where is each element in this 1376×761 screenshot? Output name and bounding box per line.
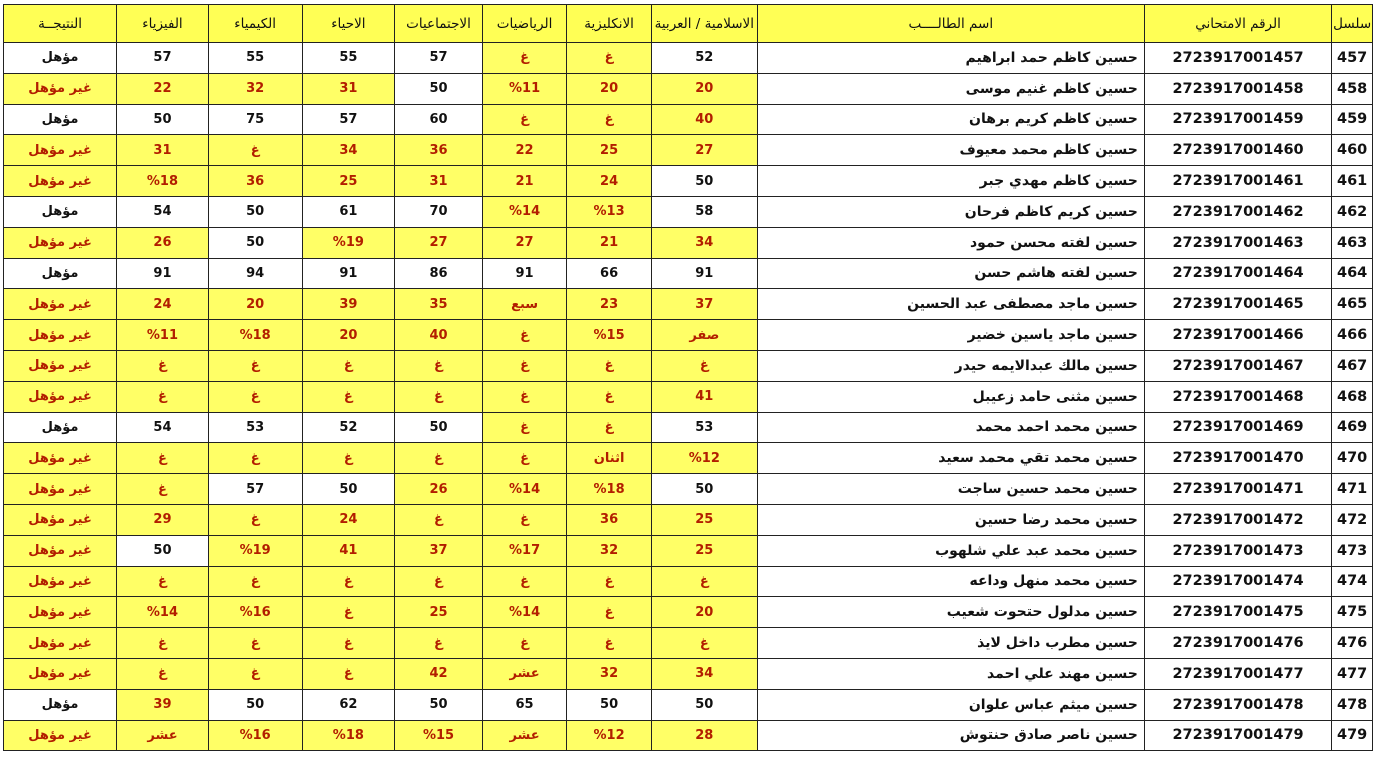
- score-biology: غ: [302, 658, 395, 689]
- score-chemistry: 20: [208, 289, 302, 320]
- exam-number-cell: 2723917001467: [1144, 350, 1331, 381]
- score-physics: غ: [117, 350, 209, 381]
- score-math: غ: [482, 628, 567, 659]
- exam-number-cell: 2723917001464: [1144, 258, 1331, 289]
- result-cell: مؤهل: [4, 43, 117, 74]
- student-name-cell: حسين كاظم غنيم موسى: [757, 73, 1144, 104]
- result-cell: غير مؤهل: [4, 381, 117, 412]
- score-math: %14: [482, 597, 567, 628]
- score-english: غ: [567, 350, 652, 381]
- serial-cell: 457: [1332, 43, 1373, 74]
- score-chemistry: غ: [208, 628, 302, 659]
- score-social: 50: [395, 73, 483, 104]
- score-chemistry: 53: [208, 412, 302, 443]
- exam-number-cell: 2723917001465: [1144, 289, 1331, 320]
- serial-cell: 477: [1332, 658, 1373, 689]
- exam-number-cell: 2723917001476: [1144, 628, 1331, 659]
- serial-cell: 469: [1332, 412, 1373, 443]
- score-islamic-arabic: 20: [651, 597, 757, 628]
- score-english: 24: [567, 166, 652, 197]
- result-cell: غير مؤهل: [4, 73, 117, 104]
- score-math: غ: [482, 412, 567, 443]
- score-social: غ: [395, 504, 483, 535]
- table-row: [4, 166, 1373, 197]
- score-physics: غ: [117, 443, 209, 474]
- result-cell: مؤهل: [4, 258, 117, 289]
- student-name-cell: حسين مدلول حتحوت شعيب: [757, 597, 1144, 628]
- score-english: اثنان: [567, 443, 652, 474]
- result-cell: غير مؤهل: [4, 320, 117, 351]
- result-cell: مؤهل: [4, 412, 117, 443]
- score-english: غ: [567, 597, 652, 628]
- score-islamic-arabic: 50: [651, 166, 757, 197]
- result-cell: غير مؤهل: [4, 227, 117, 258]
- student-name-cell: حسين محمد احمد محمد: [757, 412, 1144, 443]
- serial-cell: 466: [1332, 320, 1373, 351]
- student-name-cell: حسين لفته محسن حمود: [757, 227, 1144, 258]
- score-islamic-arabic: 53: [651, 412, 757, 443]
- score-english: %15: [567, 320, 652, 351]
- score-islamic-arabic: 50: [651, 474, 757, 505]
- result-cell: غير مؤهل: [4, 504, 117, 535]
- score-islamic-arabic: 25: [651, 535, 757, 566]
- exam-number-cell: 2723917001468: [1144, 381, 1331, 412]
- score-islamic-arabic: 41: [651, 381, 757, 412]
- table-row: [4, 43, 1373, 74]
- score-physics: 26: [117, 227, 209, 258]
- score-chemistry: 75: [208, 104, 302, 135]
- student-name-cell: حسين محمد عبد علي شلهوب: [757, 535, 1144, 566]
- score-math: %17: [482, 535, 567, 566]
- serial-cell: 473: [1332, 535, 1373, 566]
- result-cell: غير مؤهل: [4, 443, 117, 474]
- score-biology: غ: [302, 350, 395, 381]
- score-english: %12: [567, 720, 652, 751]
- score-math: %14: [482, 474, 567, 505]
- score-chemistry: غ: [208, 350, 302, 381]
- score-english: 20: [567, 73, 652, 104]
- score-islamic-arabic: غ: [651, 566, 757, 597]
- score-english: غ: [567, 412, 652, 443]
- score-chemistry: غ: [208, 381, 302, 412]
- table-row: [4, 597, 1373, 628]
- serial-cell: 472: [1332, 504, 1373, 535]
- exam-number-cell: 2723917001458: [1144, 73, 1331, 104]
- score-english: 21: [567, 227, 652, 258]
- score-biology: 61: [302, 196, 395, 227]
- serial-cell: 478: [1332, 689, 1373, 720]
- table-row: [4, 258, 1373, 289]
- score-social: 26: [395, 474, 483, 505]
- score-chemistry: 36: [208, 166, 302, 197]
- result-cell: غير مؤهل: [4, 350, 117, 381]
- student-name-cell: حسين ماجد ياسين خضير: [757, 320, 1144, 351]
- table-row: [4, 628, 1373, 659]
- exam-number-cell: 2723917001472: [1144, 504, 1331, 535]
- serial-cell: 459: [1332, 104, 1373, 135]
- score-islamic-arabic: 40: [651, 104, 757, 135]
- serial-cell: 467: [1332, 350, 1373, 381]
- result-cell: غير مؤهل: [4, 166, 117, 197]
- score-math: سبع: [482, 289, 567, 320]
- exam-number-cell: 2723917001469: [1144, 412, 1331, 443]
- score-biology: 20: [302, 320, 395, 351]
- score-physics: عشر: [117, 720, 209, 751]
- score-english: غ: [567, 104, 652, 135]
- score-biology: غ: [302, 566, 395, 597]
- score-biology: 62: [302, 689, 395, 720]
- score-social: 42: [395, 658, 483, 689]
- table-row: [4, 73, 1373, 104]
- score-social: %15: [395, 720, 483, 751]
- score-math: غ: [482, 320, 567, 351]
- exam-number-cell: 2723917001477: [1144, 658, 1331, 689]
- score-biology: 41: [302, 535, 395, 566]
- score-physics: 31: [117, 135, 209, 166]
- score-physics: 57: [117, 43, 209, 74]
- score-social: 40: [395, 320, 483, 351]
- score-islamic-arabic: 34: [651, 227, 757, 258]
- table-row: [4, 196, 1373, 227]
- score-social: غ: [395, 350, 483, 381]
- table-row: [4, 658, 1373, 689]
- student-name-cell: حسين ميثم عباس علوان: [757, 689, 1144, 720]
- score-islamic-arabic: %12: [651, 443, 757, 474]
- score-biology: 39: [302, 289, 395, 320]
- score-english: 50: [567, 689, 652, 720]
- score-math: 22: [482, 135, 567, 166]
- score-islamic-arabic: 37: [651, 289, 757, 320]
- score-physics: 22: [117, 73, 209, 104]
- student-name-cell: حسين ماجد مصطفى عبد الحسين: [757, 289, 1144, 320]
- serial-cell: 468: [1332, 381, 1373, 412]
- student-name-cell: حسين كريم كاظم فرحان: [757, 196, 1144, 227]
- score-math: 65: [482, 689, 567, 720]
- score-math: غ: [482, 381, 567, 412]
- score-math: غ: [482, 504, 567, 535]
- score-math: عشر: [482, 658, 567, 689]
- result-cell: غير مؤهل: [4, 535, 117, 566]
- score-biology: 55: [302, 43, 395, 74]
- score-math: %11: [482, 73, 567, 104]
- result-cell: مؤهل: [4, 104, 117, 135]
- exam-number-cell: 2723917001461: [1144, 166, 1331, 197]
- exam-number-cell: 2723917001457: [1144, 43, 1331, 74]
- serial-cell: 460: [1332, 135, 1373, 166]
- result-cell: غير مؤهل: [4, 474, 117, 505]
- table-row: [4, 227, 1373, 258]
- score-social: 50: [395, 689, 483, 720]
- table-row: [4, 566, 1373, 597]
- table-row: [4, 289, 1373, 320]
- score-chemistry: %16: [208, 597, 302, 628]
- score-math: 21: [482, 166, 567, 197]
- score-chemistry: 94: [208, 258, 302, 289]
- score-english: 32: [567, 658, 652, 689]
- exam-number-cell: 2723917001478: [1144, 689, 1331, 720]
- score-physics: غ: [117, 381, 209, 412]
- score-biology: %19: [302, 227, 395, 258]
- score-biology: 34: [302, 135, 395, 166]
- header-row: [4, 5, 1373, 43]
- score-chemistry: 55: [208, 43, 302, 74]
- score-social: 86: [395, 258, 483, 289]
- header-serial: سلسل: [1332, 5, 1373, 43]
- serial-cell: 465: [1332, 289, 1373, 320]
- exam-number-cell: 2723917001474: [1144, 566, 1331, 597]
- score-biology: %18: [302, 720, 395, 751]
- score-physics: غ: [117, 566, 209, 597]
- exam-number-cell: 2723917001459: [1144, 104, 1331, 135]
- score-islamic-arabic: غ: [651, 628, 757, 659]
- table-row: [4, 135, 1373, 166]
- result-cell: غير مؤهل: [4, 135, 117, 166]
- score-physics: غ: [117, 628, 209, 659]
- student-name-cell: حسين كاظم محمد معيوف: [757, 135, 1144, 166]
- header-math: الرياضيات: [482, 5, 567, 43]
- student-name-cell: حسين محمد منهل وداعه: [757, 566, 1144, 597]
- serial-cell: 476: [1332, 628, 1373, 659]
- score-chemistry: غ: [208, 566, 302, 597]
- score-english: غ: [567, 381, 652, 412]
- score-math: غ: [482, 443, 567, 474]
- score-math: 27: [482, 227, 567, 258]
- result-cell: غير مؤهل: [4, 658, 117, 689]
- result-cell: مؤهل: [4, 689, 117, 720]
- score-english: 36: [567, 504, 652, 535]
- student-name-cell: حسين مالك عبدالايمه حيدر: [757, 350, 1144, 381]
- score-islamic-arabic: 20: [651, 73, 757, 104]
- serial-cell: 464: [1332, 258, 1373, 289]
- student-name-cell: حسين ناصر صادق حنتوش: [757, 720, 1144, 751]
- serial-cell: 458: [1332, 73, 1373, 104]
- score-islamic-arabic: 28: [651, 720, 757, 751]
- score-physics: 91: [117, 258, 209, 289]
- score-biology: 52: [302, 412, 395, 443]
- table-row: [4, 689, 1373, 720]
- score-english: 32: [567, 535, 652, 566]
- serial-cell: 463: [1332, 227, 1373, 258]
- score-islamic-arabic: صفر: [651, 320, 757, 351]
- table-row: [4, 350, 1373, 381]
- score-math: عشر: [482, 720, 567, 751]
- score-islamic-arabic: 52: [651, 43, 757, 74]
- result-cell: غير مؤهل: [4, 720, 117, 751]
- score-chemistry: غ: [208, 135, 302, 166]
- score-english: 66: [567, 258, 652, 289]
- table-row: [4, 535, 1373, 566]
- result-cell: غير مؤهل: [4, 566, 117, 597]
- header-name: اسم الطالــــب: [757, 5, 1144, 43]
- score-english: غ: [567, 566, 652, 597]
- result-cell: غير مؤهل: [4, 597, 117, 628]
- score-social: غ: [395, 381, 483, 412]
- table-row: [4, 412, 1373, 443]
- score-chemistry: غ: [208, 658, 302, 689]
- table-row: [4, 474, 1373, 505]
- score-physics: 50: [117, 104, 209, 135]
- score-biology: 91: [302, 258, 395, 289]
- student-name-cell: حسين كاظم حمد ابراهيم: [757, 43, 1144, 74]
- score-chemistry: غ: [208, 443, 302, 474]
- score-islamic-arabic: 58: [651, 196, 757, 227]
- table-row: [4, 443, 1373, 474]
- score-biology: غ: [302, 628, 395, 659]
- score-chemistry: %16: [208, 720, 302, 751]
- score-chemistry: 57: [208, 474, 302, 505]
- score-social: 36: [395, 135, 483, 166]
- score-physics: غ: [117, 474, 209, 505]
- score-math: غ: [482, 566, 567, 597]
- student-name-cell: حسين لفته هاشم حسن: [757, 258, 1144, 289]
- score-islamic-arabic: 25: [651, 504, 757, 535]
- serial-cell: 479: [1332, 720, 1373, 751]
- student-name-cell: حسين مهند علي احمد: [757, 658, 1144, 689]
- score-physics: 54: [117, 196, 209, 227]
- score-biology: 25: [302, 166, 395, 197]
- result-cell: غير مؤهل: [4, 289, 117, 320]
- header-chemistry: الكيمياء: [208, 5, 302, 43]
- score-islamic-arabic: 27: [651, 135, 757, 166]
- score-biology: 31: [302, 73, 395, 104]
- header-english: الانكليزية: [567, 5, 652, 43]
- student-name-cell: حسين كاظم مهدي جبر: [757, 166, 1144, 197]
- header-exam: الرقم الامتحاني: [1144, 5, 1331, 43]
- header-biology: الاحياء: [302, 5, 395, 43]
- serial-cell: 474: [1332, 566, 1373, 597]
- score-social: 70: [395, 196, 483, 227]
- score-physics: 24: [117, 289, 209, 320]
- score-math: %14: [482, 196, 567, 227]
- score-english: 23: [567, 289, 652, 320]
- score-english: غ: [567, 43, 652, 74]
- score-islamic-arabic: 91: [651, 258, 757, 289]
- score-english: 25: [567, 135, 652, 166]
- exam-number-cell: 2723917001470: [1144, 443, 1331, 474]
- table-row: [4, 104, 1373, 135]
- exam-number-cell: 2723917001475: [1144, 597, 1331, 628]
- score-math: غ: [482, 43, 567, 74]
- score-physics: %11: [117, 320, 209, 351]
- score-chemistry: 50: [208, 196, 302, 227]
- score-math: غ: [482, 104, 567, 135]
- score-physics: 50: [117, 535, 209, 566]
- score-physics: غ: [117, 658, 209, 689]
- student-name-cell: حسين محمد رضا حسين: [757, 504, 1144, 535]
- header-physics: الفيزياء: [117, 5, 209, 43]
- student-name-cell: حسين مطرب داخل لايذ: [757, 628, 1144, 659]
- student-name-cell: حسين محمد تقي محمد سعيد: [757, 443, 1144, 474]
- score-social: 37: [395, 535, 483, 566]
- serial-cell: 475: [1332, 597, 1373, 628]
- score-islamic-arabic: غ: [651, 350, 757, 381]
- serial-cell: 470: [1332, 443, 1373, 474]
- score-social: 27: [395, 227, 483, 258]
- score-social: غ: [395, 443, 483, 474]
- exam-number-cell: 2723917001471: [1144, 474, 1331, 505]
- score-biology: غ: [302, 597, 395, 628]
- header-social: الاجتماعيات: [395, 5, 483, 43]
- score-social: غ: [395, 566, 483, 597]
- score-biology: 50: [302, 474, 395, 505]
- table-row: [4, 320, 1373, 351]
- table-row: [4, 720, 1373, 751]
- score-biology: 24: [302, 504, 395, 535]
- student-name-cell: حسين محمد حسين ساجت: [757, 474, 1144, 505]
- serial-cell: 461: [1332, 166, 1373, 197]
- score-physics: %14: [117, 597, 209, 628]
- score-social: 35: [395, 289, 483, 320]
- score-chemistry: 50: [208, 227, 302, 258]
- score-chemistry: %19: [208, 535, 302, 566]
- student-name-cell: حسين كاظم كريم برهان: [757, 104, 1144, 135]
- score-english: غ: [567, 628, 652, 659]
- student-name-cell: حسين مثنى حامد زعيبل: [757, 381, 1144, 412]
- table-row: [4, 504, 1373, 535]
- result-cell: مؤهل: [4, 196, 117, 227]
- exam-number-cell: 2723917001462: [1144, 196, 1331, 227]
- score-chemistry: غ: [208, 504, 302, 535]
- score-physics: 39: [117, 689, 209, 720]
- score-islamic-arabic: 34: [651, 658, 757, 689]
- score-chemistry: 32: [208, 73, 302, 104]
- score-social: 57: [395, 43, 483, 74]
- serial-cell: 462: [1332, 196, 1373, 227]
- exam-number-cell: 2723917001473: [1144, 535, 1331, 566]
- score-biology: 57: [302, 104, 395, 135]
- score-chemistry: %18: [208, 320, 302, 351]
- score-english: %18: [567, 474, 652, 505]
- result-cell: غير مؤهل: [4, 628, 117, 659]
- score-social: 25: [395, 597, 483, 628]
- score-chemistry: 50: [208, 689, 302, 720]
- score-social: غ: [395, 628, 483, 659]
- score-physics: 54: [117, 412, 209, 443]
- score-social: 50: [395, 412, 483, 443]
- header-result: النتيجــة: [4, 5, 117, 43]
- results-table: [3, 4, 1373, 751]
- score-social: 31: [395, 166, 483, 197]
- score-biology: غ: [302, 381, 395, 412]
- score-islamic-arabic: 50: [651, 689, 757, 720]
- score-english: %13: [567, 196, 652, 227]
- score-math: غ: [482, 350, 567, 381]
- exam-number-cell: 2723917001479: [1144, 720, 1331, 751]
- exam-number-cell: 2723917001460: [1144, 135, 1331, 166]
- score-physics: 29: [117, 504, 209, 535]
- score-biology: غ: [302, 443, 395, 474]
- header-islamic-arabic: الاسلامية / العربية: [651, 5, 757, 43]
- table-row: [4, 381, 1373, 412]
- exam-number-cell: 2723917001463: [1144, 227, 1331, 258]
- score-social: 60: [395, 104, 483, 135]
- serial-cell: 471: [1332, 474, 1373, 505]
- exam-number-cell: 2723917001466: [1144, 320, 1331, 351]
- score-physics: %18: [117, 166, 209, 197]
- score-math: 91: [482, 258, 567, 289]
